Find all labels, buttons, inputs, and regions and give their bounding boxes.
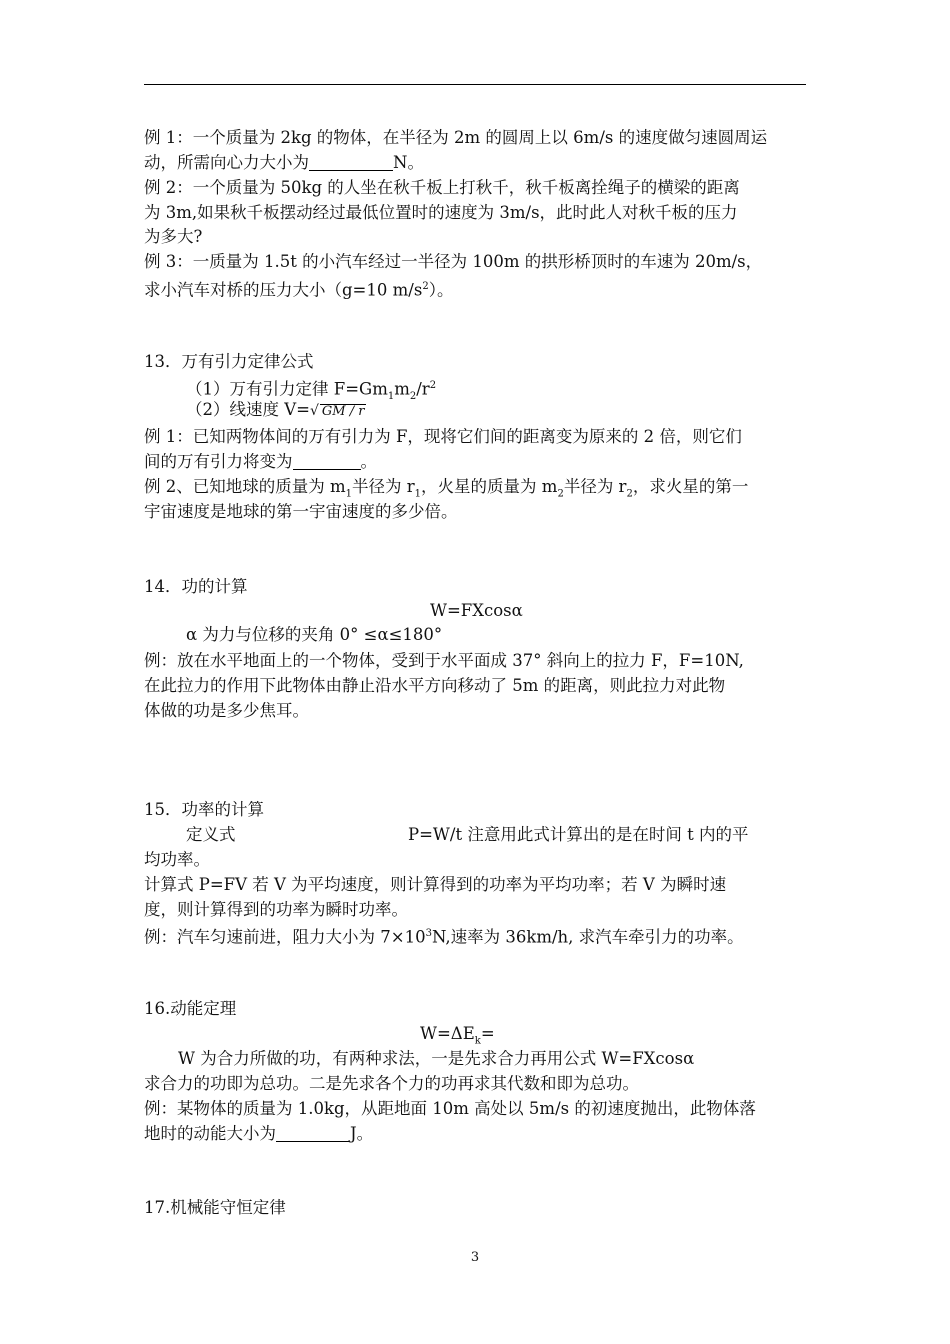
- work-example-line-3: 体做的功是多少焦耳。: [144, 701, 309, 720]
- work-example-line-2: 在此拉力的作用下此物体由静止沿水平方向移动了 5m 的距离，则此拉力对此物: [144, 676, 726, 695]
- kinetic-description-line-1: W 为合力所做的功，有两种求法，一是先求合力再用公式 W=FXcosα: [178, 1049, 695, 1068]
- cm-example-3-line-2: 求小汽车对桥的压力大小（g=10 $m/s^2$）。: [144, 280, 454, 300]
- gravitation-example-1-line-2: 间的万有引力将变为 。: [144, 452, 377, 471]
- power-example: 例：汽车匀速前进，阻力大小为 $7\times 10^3N$,速率为 36km/h, 求汽车牵引力的功率。: [144, 927, 744, 947]
- work-formula: W=FXcosα: [430, 601, 523, 620]
- linear-velocity-formula: （2）线速度 V=√ GM / r: [186, 400, 365, 419]
- cm-example-2-line-3: 为多大?: [144, 227, 203, 246]
- answer-blank[interactable]: [309, 152, 393, 171]
- work-example-line-1: 例：放在水平地面上的一个物体，受到于水平面成 37° 斜向上的拉力 F，F=10N,: [144, 651, 744, 670]
- section-14-heading: 14．功的计算: [144, 577, 248, 596]
- cm-example-1-line-2: 动，所需向心力大小为 N。: [144, 153, 424, 172]
- sqrt-icon: √: [309, 403, 319, 419]
- power-definition-cont: 均功率。: [144, 850, 210, 869]
- answer-blank[interactable]: [293, 451, 361, 470]
- gravitation-law-formula: （1）万有引力定律 $F=Gm_1m_2/r^2$: [186, 379, 437, 402]
- work-angle-note: α 为力与位移的夹角 0° ≤α≤180°: [186, 625, 443, 644]
- section-16-heading: 16.动能定理: [144, 999, 237, 1018]
- power-definition-label: 定义式: [186, 825, 236, 844]
- answer-blank[interactable]: [276, 1123, 350, 1142]
- section-15-heading: 15．功率的计算: [144, 800, 264, 819]
- page-number: 3: [470, 1250, 480, 1265]
- kinetic-example-line-2: 地时的动能大小为 J。: [144, 1124, 374, 1143]
- gravitation-example-2-line-1: 例 2、已知地球的质量为 $m_1$半径为 $r_1$，火星的质量为 $m_2$半径为 $r_2$，求火星的第一: [144, 477, 749, 500]
- section-13-heading: 13．万有引力定律公式: [144, 352, 314, 371]
- cm-example-3-line-1: 例 3：一质量为 1.5t 的小汽车经过一半径为 100m 的拱形桥顶时的车速为 20m/s，: [144, 252, 763, 271]
- gravitation-example-1-line-1: 例 1：已知两物体间的万有引力为 F，现将它们间的距离变为原来的 2 倍，则它们: [144, 427, 742, 446]
- kinetic-formula: $W=\Delta E_k=$: [420, 1024, 495, 1047]
- power-calc-line-2: 度，则计算得到的功率为瞬时功率。: [144, 900, 408, 919]
- kinetic-description-line-2: 求合力的功即为总功。二是先求各个力的功再求其代数和即为总功。: [144, 1074, 639, 1093]
- cm-example-2-line-1: 例 2：一个质量为 50kg 的人坐在秋千板上打秋千，秋千板离拴绳子的横梁的距离: [144, 178, 740, 197]
- section-17-heading: 17.机械能守恒定律: [144, 1198, 286, 1217]
- gravitation-example-2-line-2: 宇宙速度是地球的第一宇宙速度的多少倍。: [144, 502, 458, 521]
- cm-example-2-line-2: 为 3m,如果秋千板摆动经过最低位置时的速度为 3m/s，此时此人对秋千板的压力: [144, 203, 738, 222]
- header-rule: [144, 84, 806, 85]
- power-calc-line-1: 计算式 P=FV 若 V 为平均速度，则计算得到的功率为平均功率；若 V 为瞬时速: [144, 875, 727, 894]
- kinetic-example-line-1: 例：某物体的质量为 1.0kg，从距地面 10m 高处以 5m/s 的初速度抛出，此物体落: [144, 1099, 756, 1118]
- cm-example-1-line-1: 例 1：一个质量为 2kg 的物体，在半径为 2m 的圆周上以 6m/s 的速度做匀速圆周运: [144, 128, 768, 147]
- power-definition-formula: P=W/t 注意用此式计算出的是在时间 t 内的平: [408, 825, 749, 844]
